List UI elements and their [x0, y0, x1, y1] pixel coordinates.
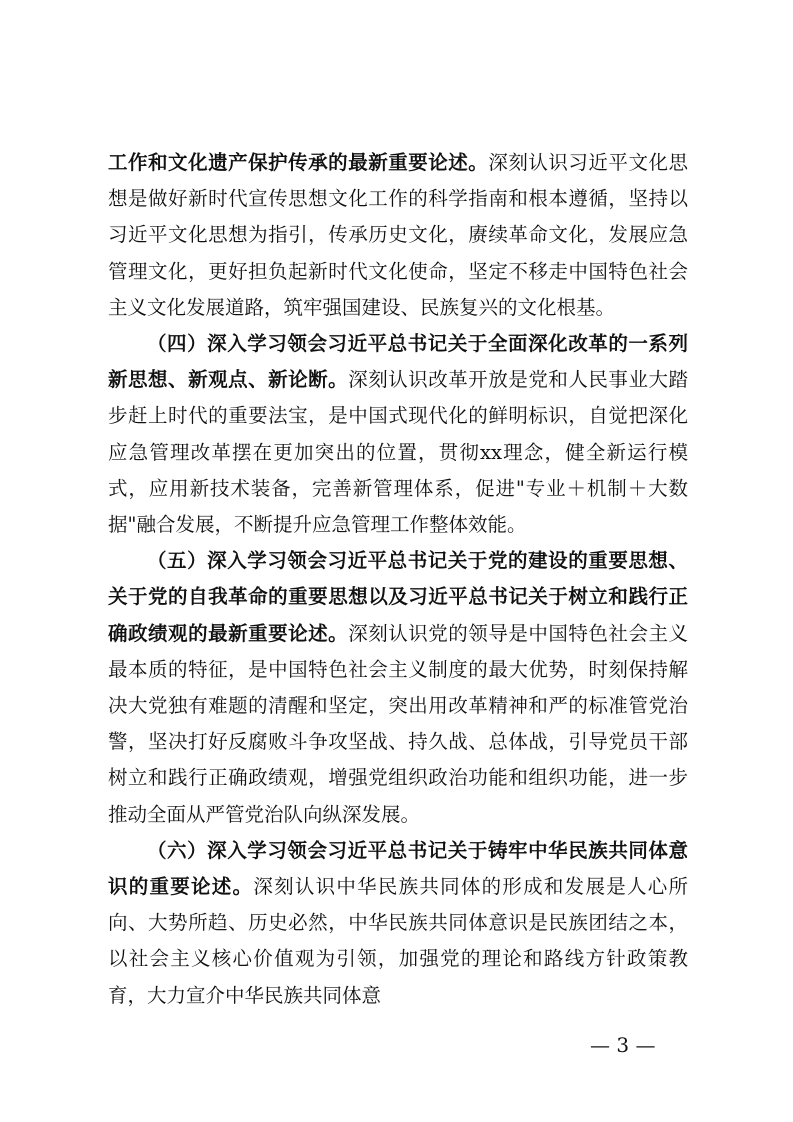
paragraph-party-building-heading: （五）深入学习领会习近平总书记关于党的建设的重要思想、关于党的自我革命的重要思想以及习近平总书记关于树立和践行正确政绩观的最新重要论述。 [108, 549, 688, 645]
paragraph-national-unity-body: 深刻认识中华民族共同体的形成和发展是人心所向、大势所趋、历史必然，中华民族共同体意识是民族团结之本，以社会主义核心价值观为引领，加强党的理论和路线方针政策教育，大力宣介中华民族共同体意 [108, 875, 688, 1007]
paragraph-culture-heading: 工作和文化遗产保护传承的最新重要论述。 [108, 151, 489, 174]
paragraph-party-building [108, 543, 688, 833]
paragraph-culture-body: 深刻认识习近平文化思想是做好新时代宣传思想文化工作的科学指南和根本遵循，坚持以习近平文化思想为指引，传承历史文化，赓续革命文化，发展应急管理文化，更好担负起新时代文化使命，坚定不移走中国特色社会主义文化发展道路，筑牢强国建设、民族复兴的文化根基。 [108, 151, 688, 319]
paragraph-national-unity [108, 833, 688, 1014]
paragraph-party-building-body: 深刻认识党的领导是中国特色社会主义最本质的特征，是中国特色社会主义制度的最大优势，时刻保持解决大党独有难题的清醒和坚定，突出用改革精神和严的标准管党治警，坚决打好反腐败斗争攻坚战、持久战、总体战，引导党员干部树立和践行正确政绩观，增强党组织政治功能和组织功能，进一步推动全面从严管党治队向纵深发展。 [108, 621, 688, 826]
paragraph-national-unity-heading: （六）深入学习领会习近平总书记关于铸牢中华民族共同体意识的重要论述。 [108, 838, 688, 899]
paragraph-culture [108, 145, 688, 326]
paragraph-reform-heading: （四）深入学习领会习近平总书记关于全面深化改革的一系列新思想、新观点、新论断。 [108, 332, 688, 392]
body-text [108, 145, 688, 1014]
paragraph-reform-body: 深刻认识改革开放是党和人民事业大踏步赶上时代的重要法宝，是中国式现代化的鲜明标识，自觉把深化应急管理改革摆在更加突出的位置，贯彻xx理念，健全新运行模式，应用新技术装备，完善新管理体系，促进"专业＋机制＋大数据"融合发展，不断提升应急管理工作整体效能。 [108, 368, 688, 537]
page-number: — 3 — [590, 1033, 656, 1057]
paragraph-reform [108, 326, 688, 543]
